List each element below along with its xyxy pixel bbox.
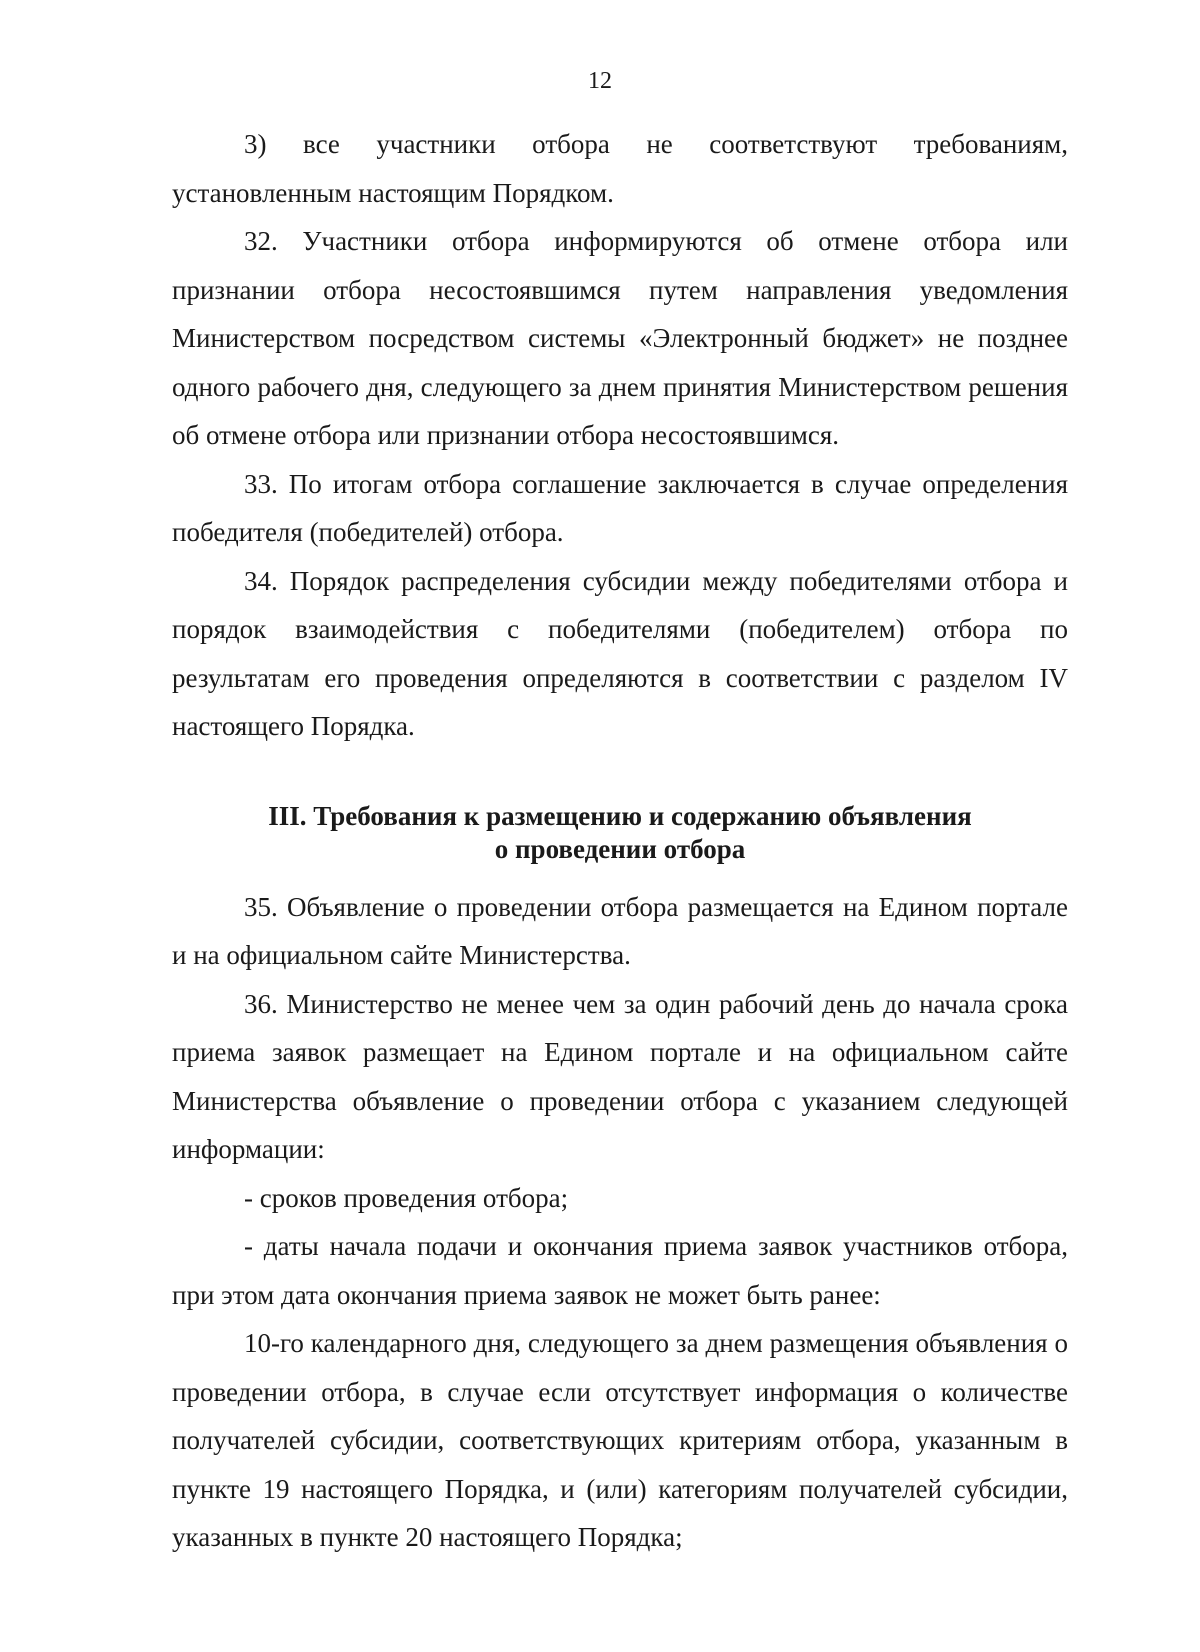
document-body bbox=[172, 120, 1068, 1562]
paragraph-32: 32. Участники отбора информируются об отмене отбора или признании отбора несостоявшимся путем направления уведомления Министерством посредством системы «Электронный бюджет» не позднее одного рабочего дня, следующего за днем принятия Министерством решения об отмене отбора или признании отбора несостоявшимся. bbox=[172, 226, 1068, 450]
paragraph-35: 35. Объявление о проведении отбора размещается на Едином портале и на официальном сайте Министерства. bbox=[172, 891, 1068, 970]
section-heading-line-2: о проведении отбора bbox=[494, 833, 746, 864]
paragraph-33: 33. По итогам отбора соглашение заключается в случае определения победителя (победителей) отбора. bbox=[172, 468, 1068, 547]
list-item-deadlines: - сроков проведения отбора; bbox=[244, 1182, 569, 1213]
section-heading bbox=[172, 800, 1068, 866]
section-heading-line-1: III. Требования к размещению и содержанию объявления bbox=[268, 800, 972, 831]
paragraph-36: 36. Министерство не менее чем за один рабочий день до начала срока приема заявок размещает на Едином портале и на официальном сайте Министерства объявление о проведении отбора с указанием следующей информации: bbox=[172, 988, 1068, 1164]
paragraph-34: 34. Порядок распределения субсидии между победителями отбора и порядок взаимодействия с победителями (победителем) отбора по результатам его проведения определяются в соответствии с разделом IV настоящего Порядка. bbox=[172, 565, 1068, 741]
list-item-dates: - даты начала подачи и окончания приема заявок участников отбора, при этом дата окончания приема заявок не может быть ранее: bbox=[172, 1231, 1068, 1310]
paragraph-10th-day: 10-го календарного дня, следующего за днем размещения объявления о проведении отбора, в случае если отсутствует информация о количестве получателей субсидии, соответствующих критериям отбора, указанным в пункте 19 настоящего Порядка, и (или) категориям получателей субсидии, указанных в пункте 20 настоящего Порядка; bbox=[172, 1328, 1068, 1552]
paragraph-item-3: 3) все участники отбора не соответствуют требованиям, установленным настоящим Порядком. bbox=[172, 129, 1068, 208]
page-number: 12 bbox=[588, 68, 612, 94]
